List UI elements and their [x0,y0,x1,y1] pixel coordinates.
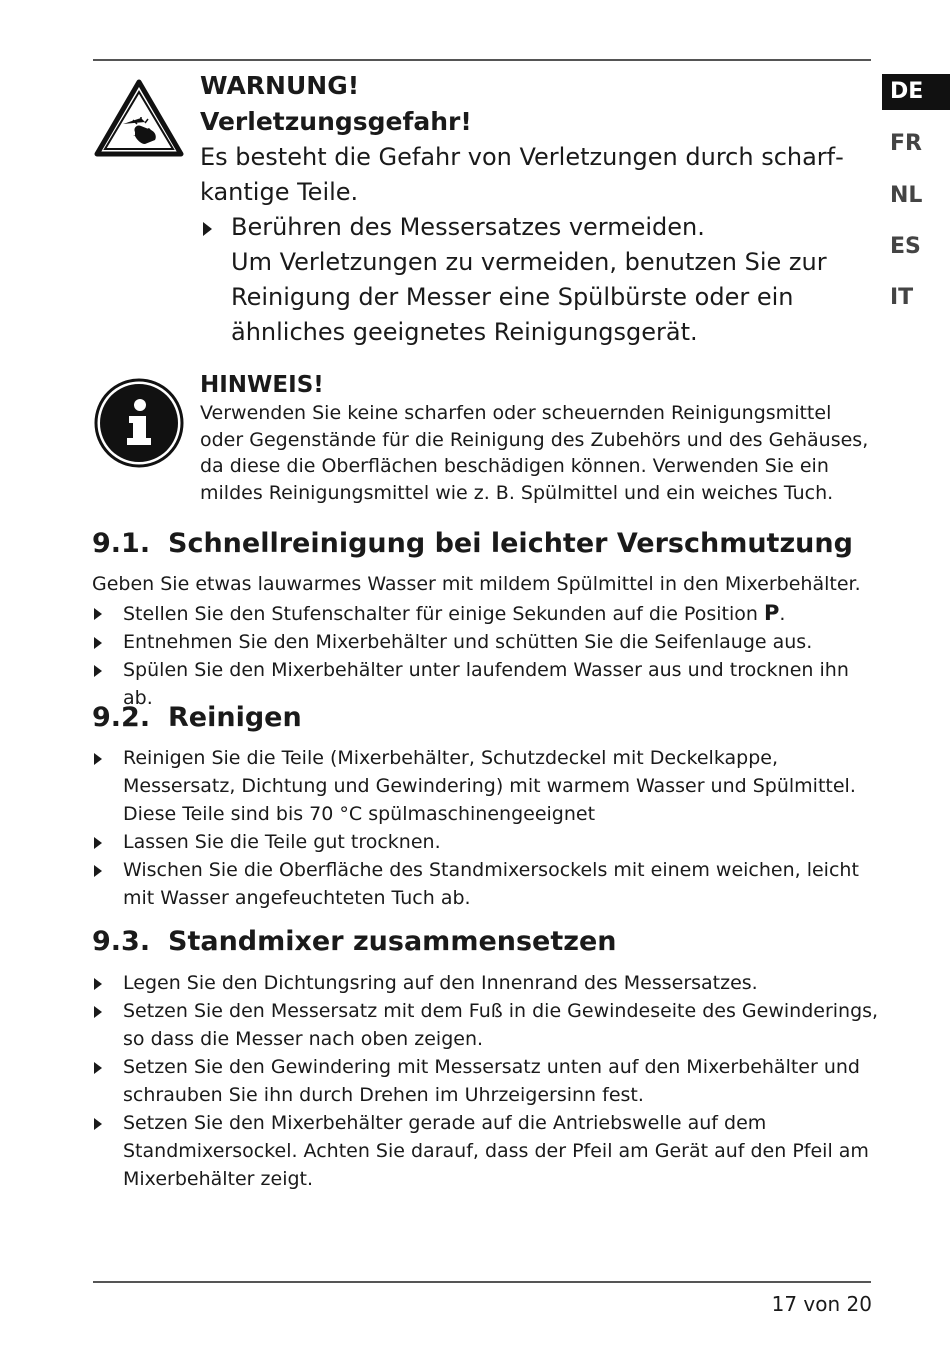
bullet-triangle-icon [94,978,102,990]
section-intro: Geben Sie etwas lauwarmes Wasser mit mildem Spülmittel in den Mixerbehälter. [92,573,861,595]
list-item-text: Reinigen Sie die Teile (Mixerbehälter, Schutzdeckel mit Deckelkappe, Messersatz, Dichtung und Gewindering) mit warmem Wasser und Spülmittel. Diese Teile sind bis 70 °C spülmaschinengeeignet [123,747,856,825]
list-item-text: Setzen Sie den Messersatz mit dem Fuß in die Gewindeseite des Gewinderings, so dass die Messer nach oben zeigen. [123,1000,879,1050]
section-1-list [92,599,882,712]
bullet-triangle-icon [203,222,212,236]
section-number: 9.2. [92,702,151,733]
position-suffix: . [779,603,786,625]
notice-title: HINWEIS! [200,372,324,398]
list-item-text: Legen Sie den Dichtungsring auf den Innenrand des Messersatzes. [123,972,758,994]
section-3-list [92,969,882,1193]
bullet-triangle-icon [94,1006,102,1018]
warning-bullet-text: Berühren des Messersatzes vermeiden. [231,213,705,241]
lang-tab-de[interactable]: DE [882,74,950,110]
position-symbol: P [763,601,780,625]
warning-bullet [200,210,856,350]
bullet-triangle-icon [94,637,102,649]
warning-bullet-continuation: Um Verletzungen zu vermeiden, benutzen Sie zur Reinigung der Messer eine Spülbürste oder ein ähnliches geeignetes Reinigungsgerät. [231,248,827,346]
list-item-text: Setzen Sie den Mixerbehälter gerade auf die Antriebswelle auf dem Standmixersockel. Achten Sie darauf, dass der Pfeil am Gerät auf den Pfeil am Mixerbehälter zeigt. [123,1112,869,1190]
lang-tab-nl[interactable]: NL [890,183,923,208]
notice-block [200,370,872,506]
info-icon [94,378,184,468]
list-item [92,828,882,856]
list-item [92,1109,882,1193]
list-item-text: Entnehmen Sie den Mixerbehälter und schütten Sie die Seifenlauge aus. [123,631,813,653]
list-item [92,628,882,656]
list-item-text: Lassen Sie die Teile gut trocknen. [123,831,441,853]
bullet-triangle-icon [94,753,102,765]
top-rule [93,59,871,61]
list-item-text: Spülen Sie den Mixerbehälter unter laufendem Wasser aus und trocknen ihn ab. [123,659,849,709]
section-heading-9-2 [92,702,302,733]
section-number: 9.3. [92,926,151,957]
section-heading-9-3 [92,926,617,957]
bottom-rule [93,1281,871,1283]
lang-tab-it[interactable]: IT [890,285,914,310]
section-heading-9-1 [92,528,853,559]
list-item-text: Setzen Sie den Gewindering mit Messersatz unten auf den Mixerbehälter und schrauben Sie ihn durch Drehen im Uhrzeigersinn fest. [123,1056,860,1106]
warning-subtitle: Verletzungsgefahr! [200,107,472,136]
list-item [92,599,882,628]
bullet-triangle-icon [94,1062,102,1074]
bullet-triangle-icon [94,1118,102,1130]
bullet-triangle-icon [94,865,102,877]
warning-text: Es besteht die Gefahr von Verletzungen durch scharfkantige Teile. [200,143,844,206]
list-item-text: Wischen Sie die Oberfläche des Standmixersockels mit einem weichen, leicht mit Wasser angefeuchteten Tuch ab. [123,859,859,909]
warning-block [200,68,856,350]
section-title: Reinigen [168,702,302,733]
cut-hazard-warning-icon [93,78,185,158]
section-2-list [92,744,882,912]
notice-text: Verwenden Sie keine scharfen oder scheuernden Reinigungsmittel oder Gegenstände für die Reinigung des Zubehörs und des Gehäuses, da diese die Oberflächen beschädigen können. Verwenden Sie ein mildes Reinigungsmittel wie z. B. Spülmittel und ein weiches Tuch. [200,402,869,504]
bullet-triangle-icon [94,608,102,620]
section-title: Schnellreinigung bei leichter Verschmutzung [168,528,853,559]
section-number: 9.1. [92,528,151,559]
list-item [92,856,882,912]
list-item [92,969,882,997]
list-item [92,997,882,1053]
section-title: Standmixer zusammensetzen [168,926,617,957]
list-item-text: Stellen Sie den Stufenschalter für einige Sekunden auf die Position [123,603,758,625]
lang-tab-es[interactable]: ES [890,234,921,259]
warning-title: WARNUNG! [200,71,360,100]
list-item [92,744,882,828]
bullet-triangle-icon [94,837,102,849]
page-number: 17 von 20 [771,1292,872,1316]
lang-tab-fr[interactable]: FR [890,131,922,156]
bullet-triangle-icon [94,665,102,677]
list-item [92,1053,882,1109]
